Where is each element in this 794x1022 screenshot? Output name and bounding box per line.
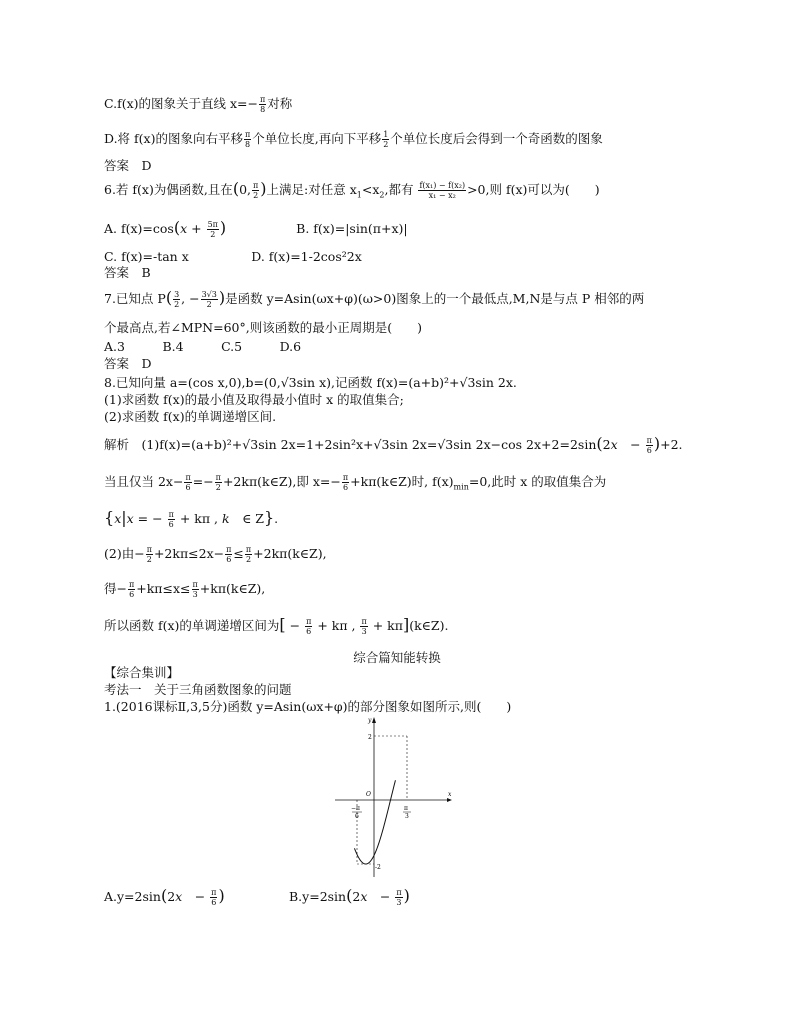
solution-line4: (2)由− $\frac{\pi}{2}$ +2kπ≤2x− $\frac{\pi}{6}$ ≤ $\frac{\pi}{2}$ +2kπ(k∈Z), <box>104 545 327 564</box>
y-min-label: -2 <box>375 864 381 871</box>
solution-line2: 当且仅当 2x− $\frac{\pi}{6}$ =− $\frac{\pi}{2}$ +2kπ(k∈Z),即 x=− $\frac{\pi}{6}$ +kπ(k∈Z)时, $f(x)_{min}=0$,此时 x 的取值集合为 <box>104 473 607 492</box>
solution-line5: 得− $\frac{\pi}{6}$ +kπ≤x≤ $\frac{\pi}{3}$ +kπ(k∈Z), <box>104 580 266 599</box>
answer-5: 答案 D <box>104 158 152 173</box>
y-axis-label: y <box>368 717 372 724</box>
solution-line1: 解析 (1)f(x)=(a+b)²+√3sin 2x=1+2sin²x+√3sin 2x=√3sin 2x−cos 2x+2=2sin(2x − $\frac{\pi}{6}$ )+2. <box>104 434 683 455</box>
y-max-label: 2 <box>368 734 372 741</box>
question-8-part1: (1)求函数 f(x)的最小值及取得最小值时 x 的取值集合; <box>104 392 404 407</box>
question-6: 6.若 f(x)为偶函数,且在(0, $\frac{\pi}{2}$ )上满足:对任意 $x_1<x_2$,都有 $\frac{\text{f(x₁) − f(x₂)}}{\text{x₁ − x₂}}$ >0,则 f(x)可以为( ) <box>104 179 600 200</box>
solution-line6: 所以函数 f(x)的单调递增区间为[ − $\frac{\pi}{6}$ + kπ , $\frac{\pi}{3}$ + kπ](k∈Z). <box>104 615 449 636</box>
x-left-label: −π <box>351 805 360 812</box>
x-axis-label: x <box>448 791 452 798</box>
question-7-line2: 个最高点,若∠MPN=60°,则该函数的最小正周期是( ) <box>104 320 422 335</box>
question-8-part2: (2)求函数 f(x)的单调递增区间. <box>104 409 277 424</box>
question-6-options-cd: C. f(x)=-tan x D. f(x)=1-2cos²2x <box>104 249 362 264</box>
option-c-line: C.f(x)的图象关于直线 x=− $\frac{\pi}{8}$ 对称 <box>104 95 293 114</box>
method-heading: 考法一 关于三角函数图象的问题 <box>104 682 292 697</box>
question-1: 1.(2016课标Ⅱ,3,5分)函数 y=Asin(ωx+φ)的部分图象如图所示,则( ) <box>104 699 512 714</box>
sine-curve <box>354 780 395 864</box>
question-1-option-b: B.y=2sin(2x − $\frac{\pi}{3}$ ) <box>289 886 410 907</box>
sine-graph <box>330 712 460 882</box>
question-6-options-ab: A. f(x)=cos(x + $\frac{5\pi}{2}$ ) B. f(x)=|sin(π+x)| <box>104 218 408 239</box>
question-8: 8.已知向量 a=(cos x,0),b=(0,√3sin x),记函数 f(x)=(a+b)²+√3sin 2x. <box>104 375 517 390</box>
answer-6: 答案 B <box>104 265 151 280</box>
x-right-denom: 3 <box>405 813 409 820</box>
origin-label: O <box>366 791 371 798</box>
answer-7: 答案 D <box>104 356 152 371</box>
option-d-line: D.将 f(x)的图象向右平移 $\frac{\pi}{8}$ 个单位长度,再向下平移 $\frac{1}{2}$ 个单位长度后会得到一个奇函数的图象 <box>104 130 603 149</box>
section-heading: 【综合集训】 <box>104 665 180 680</box>
x-right-label: π <box>404 805 408 812</box>
question-1-option-a: A.y=2sin(2x − $\frac{\pi}{6}$ ) <box>104 886 225 907</box>
section-title: 综合篇知能转换 <box>353 650 441 665</box>
solution-line3: {x|x = − $\frac{\pi}{6}$ + kπ , k ∈ Z}. <box>104 508 279 529</box>
question-7-options: A.3 B.4 C.5 D.6 <box>104 339 302 354</box>
x-left-denom: 6 <box>355 813 359 820</box>
question-7-line1: 7.已知点 P( $\frac{3}{2}$ , − $\frac{3√3}{2}$ )是函数 y=Asin(ωx+φ)(ω>0)图象上的一个最低点,M,N是与点 P 相邻的两 <box>104 288 645 309</box>
x-axis-arrow <box>447 798 452 802</box>
y-axis-arrow <box>372 717 376 723</box>
